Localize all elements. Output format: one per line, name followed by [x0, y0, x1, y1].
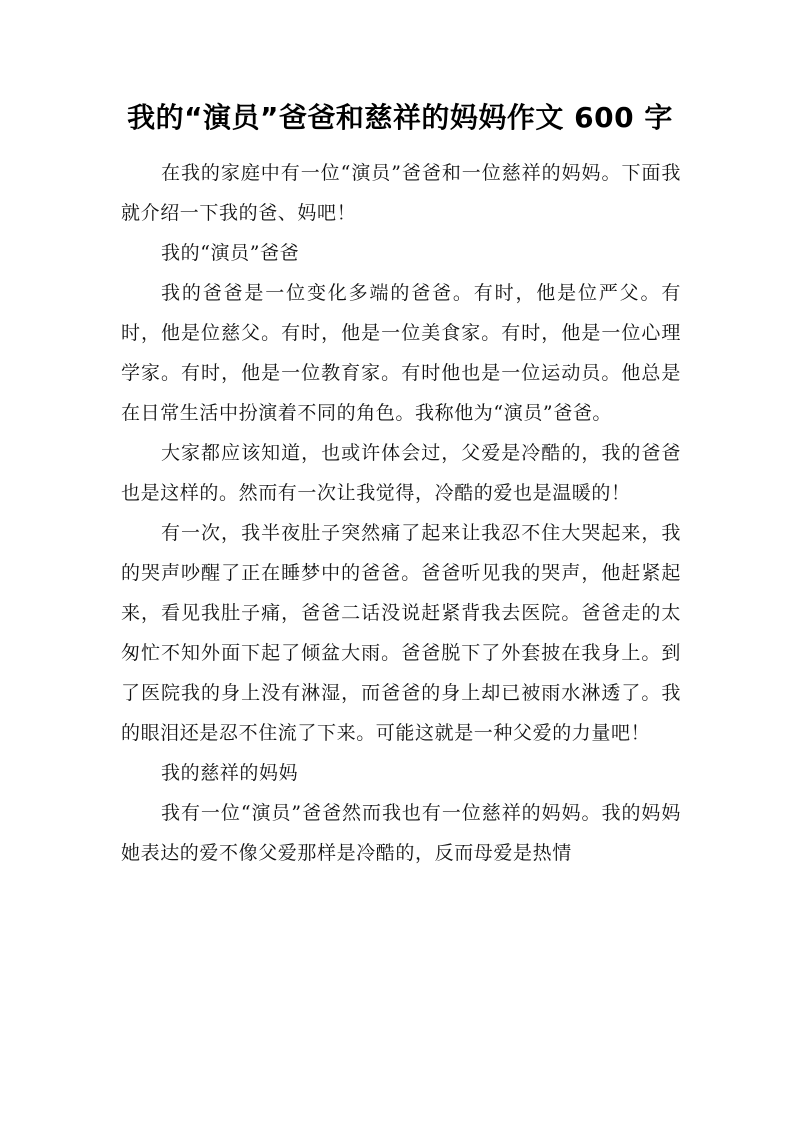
paragraph-father-story: 有一次，我半夜肚子突然痛了起来让我忍不住大哭起来，我的哭声吵醒了正在睡梦中的爸爸。爸爸听见我的哭声，他赶紧起来，看见我肚子痛，爸爸二话没说赶紧背我去医院。爸爸走的太匆忙不知外面下起了倾盆大雨。爸爸脱下了外套披在我身上。到了医院我的身上没有淋湿，而爸爸的身上却已被雨水淋透了。我的眼泪还是忍不住流了下来。可能这就是一种父爱的力量吧！ — [121, 522, 681, 744]
paragraph-mother-intro: 我有一位“演员”爸爸然而我也有一位慈祥的妈妈。我的妈妈她表达的爱不像父爱那样是冷酷的，反而母爱是热情 — [121, 802, 681, 864]
section-heading-mother: 我的慈祥的妈妈 — [161, 762, 299, 784]
document-title: 我的“演员”爸爸和慈祥的妈妈作文 600 字 — [127, 101, 673, 134]
paragraph-intro: 在我的家庭中有一位“演员”爸爸和一位慈祥的妈妈。下面我就介绍一下我的爸、妈吧！ — [121, 162, 681, 224]
paragraph-father-love: 大家都应该知道，也或许体会过，父爱是冷酷的，我的爸爸也是这样的。然而有一次让我觉得，冷酷的爱也是温暖的！ — [121, 442, 681, 504]
paragraph-father-roles: 我的爸爸是一位变化多端的爸爸。有时，他是位严父。有时，他是位慈父。有时，他是一位美食家。有时，他是一位心理学家。有时，他是一位教育家。有时他也是一位运动员。他总是在日常生活中扮演着不同的角色。我称他为“演员”爸爸。 — [121, 282, 681, 424]
section-heading-father: 我的“演员”爸爸 — [161, 242, 300, 264]
document-body — [121, 153, 681, 873]
